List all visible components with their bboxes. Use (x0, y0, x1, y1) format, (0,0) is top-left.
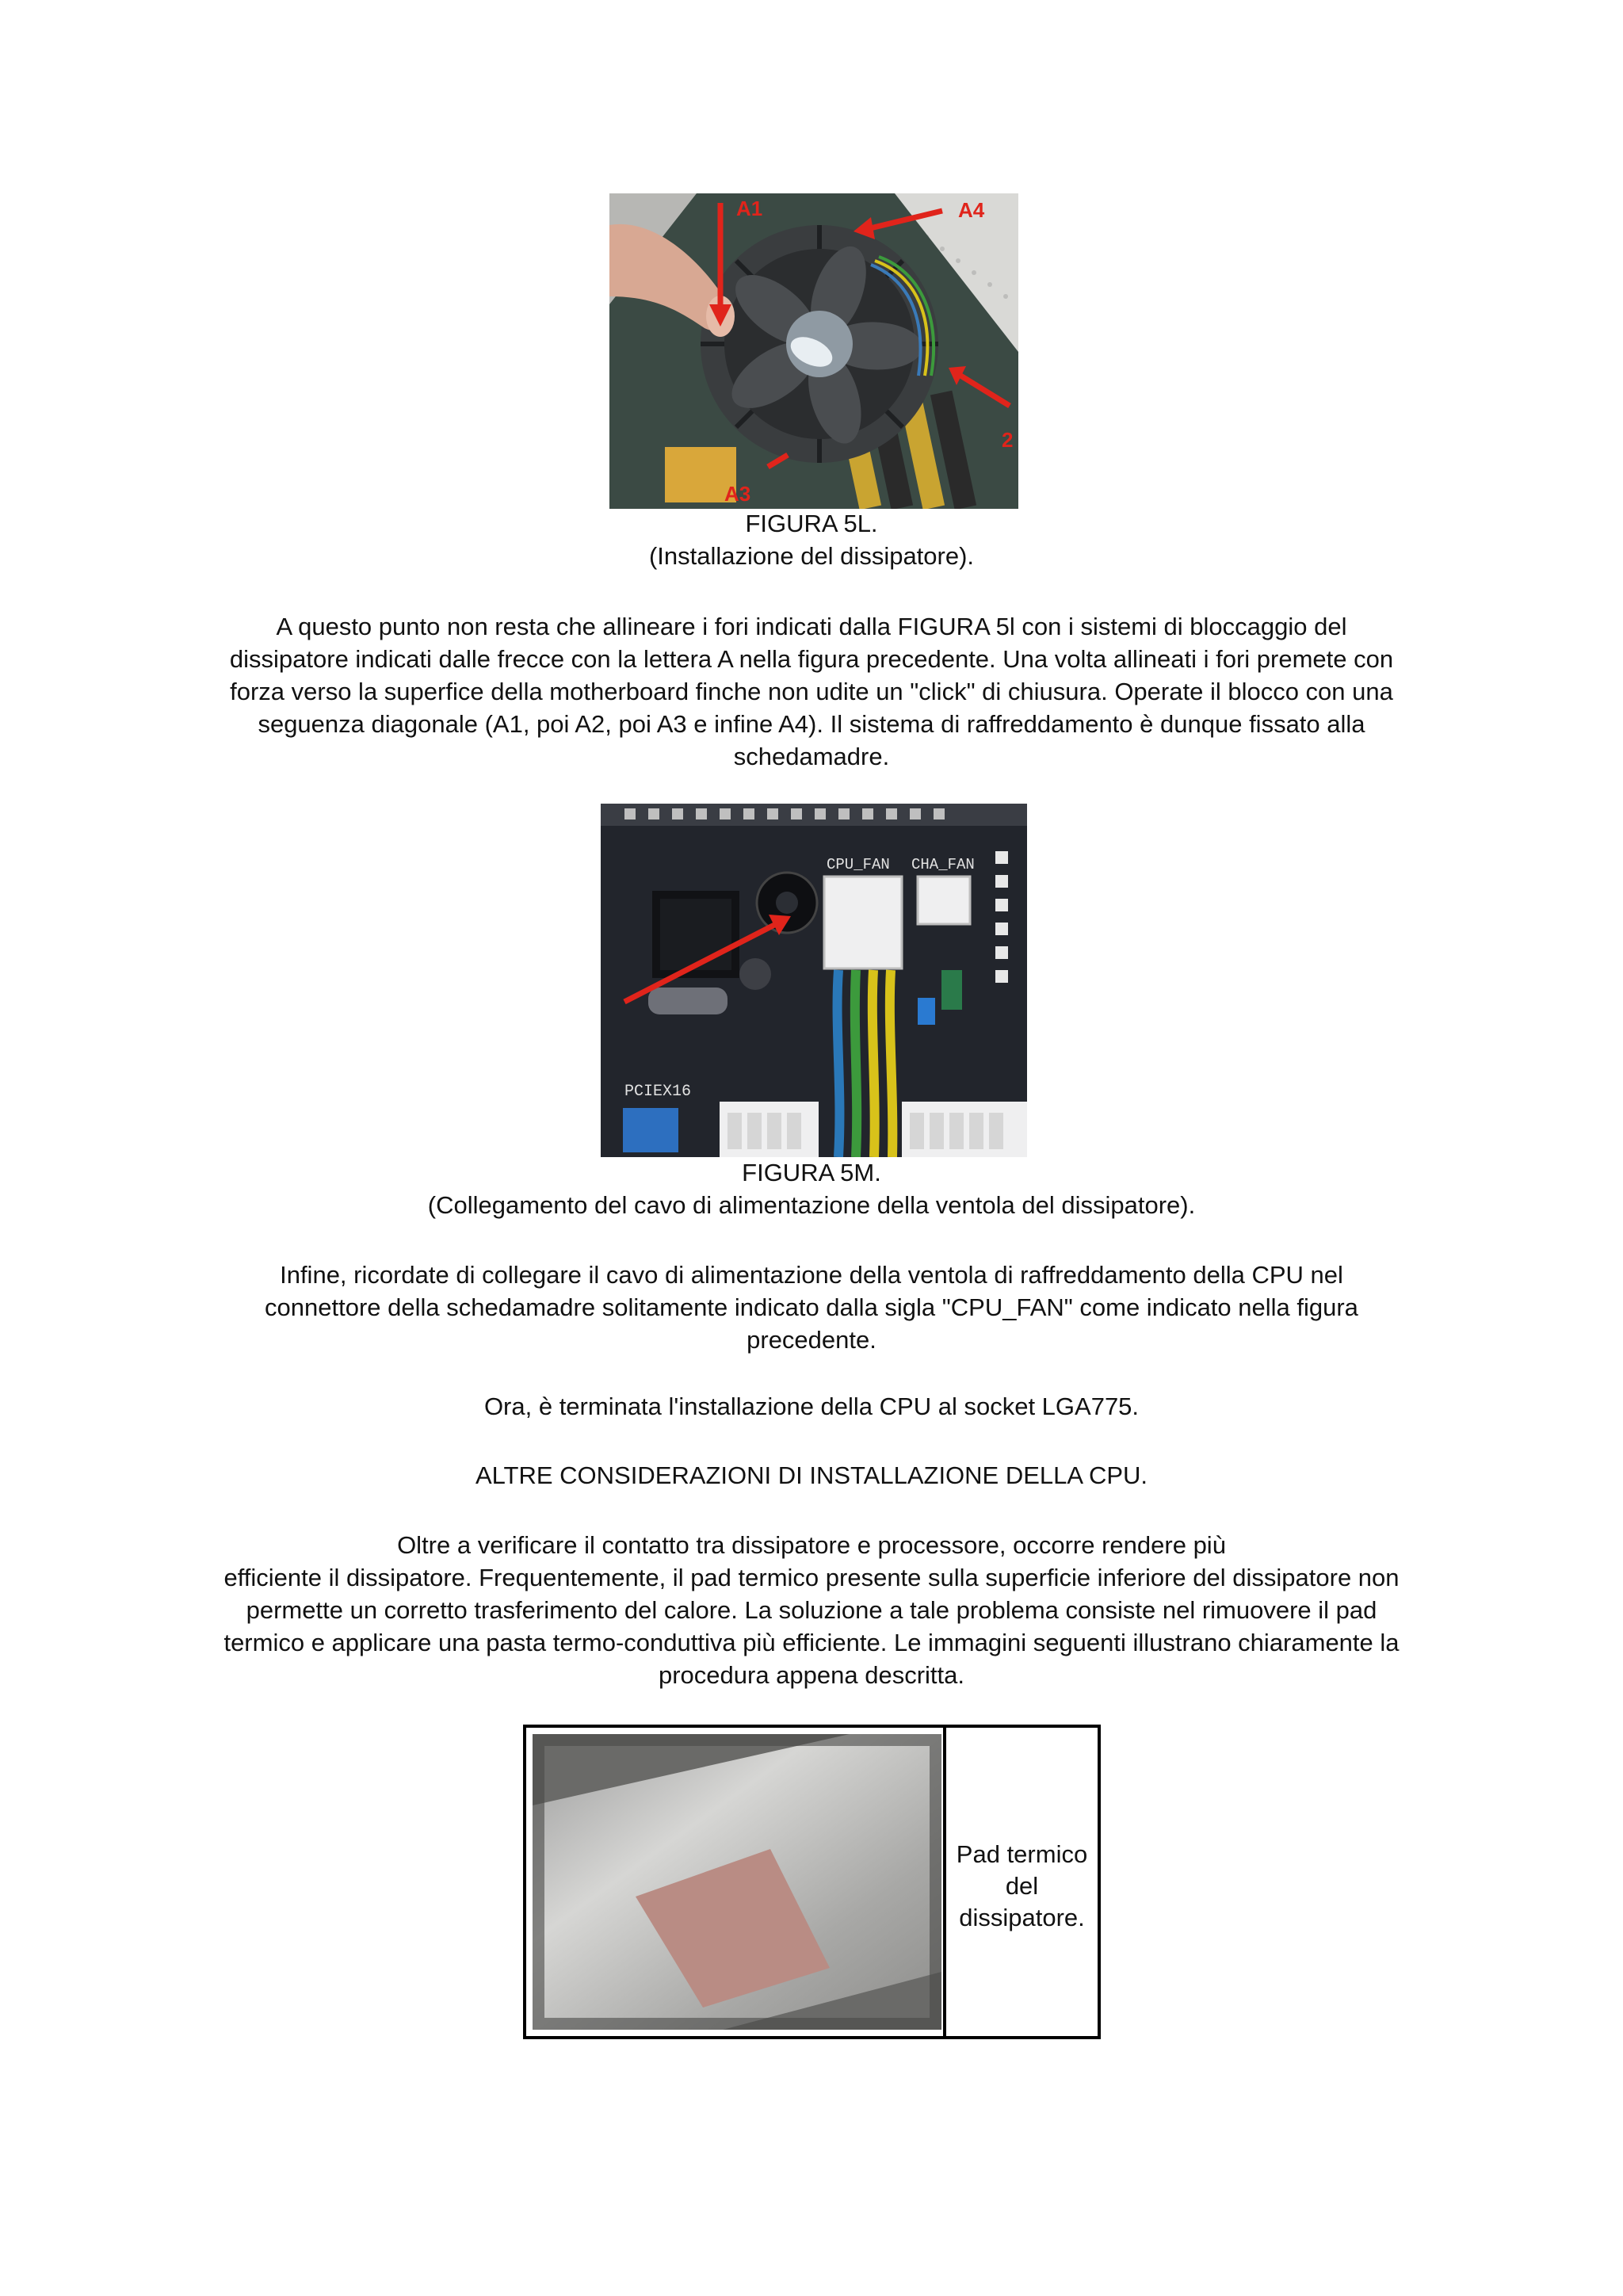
paragraph-line: dissipatore indicati dalle frecce con la lettera A nella figura precedente. Una volta allineati i fori premete con (229, 645, 1394, 673)
paragraph-line: procedura appena descritta. (658, 1661, 965, 1689)
figure-5l-caption-description: (Installazione del dissipatore). (648, 542, 975, 570)
paragraph-heatsink-alignment (158, 610, 1465, 773)
caption-line: del (1005, 1872, 1039, 1900)
thermal-pad-table (523, 1725, 1101, 2039)
figure-5l-caption-title: FIGURA 5L. (745, 510, 878, 537)
cha-fan-label: CHA_FAN (911, 856, 975, 873)
paragraph-line: precedente. (747, 1326, 876, 1354)
paragraph-installation-complete: Ora, è terminata l'installazione della CPU al socket LGA775. (483, 1392, 1140, 1420)
figure-5m-caption-description: (Collegamento del cavo di alimentazione della ventola del dissipatore). (427, 1191, 1196, 1219)
caption-line: Pad termico (956, 1840, 1088, 1868)
heatsink-installation-illustration (609, 193, 1018, 509)
figure-5m-caption-title: FIGURA 5M. (742, 1159, 881, 1186)
paragraph-line: Infine, ricordate di collegare il cavo di alimentazione della ventola di raffreddamento della CPU nel (280, 1261, 1343, 1289)
paragraph-line: Oltre a verificare il contatto tra dissipatore e processore, occorre rendere più (397, 1531, 1226, 1559)
thermal-pad-caption (946, 1839, 1098, 1934)
paragraph-line: forza verso la superfice della motherboard finche non udite un "click" di chiusura. Operate il blocco con una (230, 678, 1393, 705)
label-a3: A3 (724, 482, 751, 506)
paragraph-thermal-pad (151, 1529, 1472, 1691)
section-heading: ALTRE CONSIDERAZIONI DI INSTALLAZIONE DELLA CPU. (475, 1461, 1148, 1489)
label-a1: A1 (736, 197, 763, 220)
paragraph-line: A questo punto non resta che allineare i fori indicati dalla FIGURA 5l con i sistemi di bloccaggio del (276, 613, 1347, 640)
cpu-fan-connector-illustration (601, 804, 1027, 1157)
paragraph-cpu-fan-connection (158, 1259, 1465, 1356)
paragraph-line: efficiente il dissipatore. Frequentemente, il pad termico presente sulla superficie inferiore del dissipatore non (223, 1564, 1400, 1591)
caption-line: dissipatore. (959, 1904, 1085, 1931)
label-a4: A4 (958, 198, 985, 222)
label-a2: 2 (1002, 428, 1014, 452)
paragraph-line: termico e applicare una pasta termo-conduttiva più efficiente. Le immagini seguenti illustrano chiaramente la (223, 1629, 1400, 1656)
cpu-fan-label: CPU_FAN (827, 856, 890, 873)
paragraph-line: schedamadre. (733, 743, 890, 770)
figure-5l-photo (609, 193, 1018, 509)
paragraph-line: connettore della schedamadre solitamente indicato dalla sigla "CPU_FAN" come indicato nella figura (265, 1293, 1358, 1321)
thermal-pad-photo (533, 1734, 941, 2030)
paragraph-line: permette un corretto trasferimento del calore. La soluzione a tale problema consiste nel rimuovere il pad (246, 1596, 1377, 1624)
paragraph-line: seguenza diagonale (A1, poi A2, poi A3 e infine A4). Il sistema di raffreddamento è dunque fissato alla (258, 710, 1365, 738)
figure-5m-photo (601, 804, 1027, 1157)
pciex16-label: PCIEX16 (624, 1083, 692, 1101)
thermal-pad-illustration (533, 1734, 941, 2030)
